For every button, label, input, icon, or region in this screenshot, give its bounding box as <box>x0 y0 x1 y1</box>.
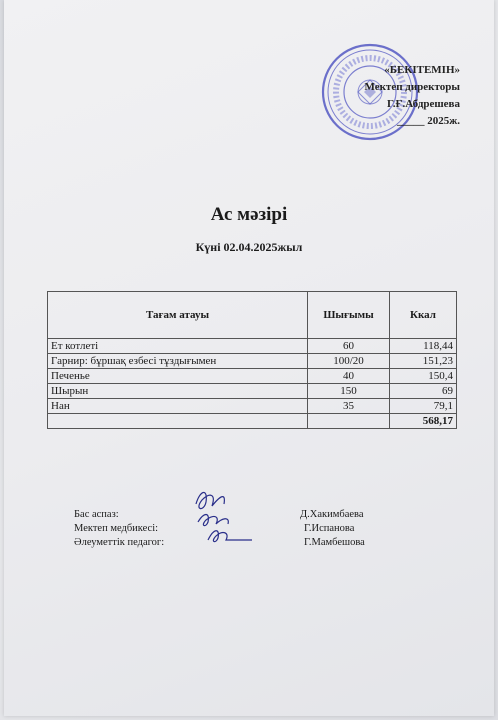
table-row <box>48 354 457 369</box>
table-row <box>48 399 457 414</box>
staff-role: Бас аспаз: <box>74 509 119 520</box>
approval-heading: «БЕКІТЕМІН» <box>384 64 460 76</box>
dish-name: Нан <box>48 399 308 414</box>
dish-kcal: 79,1 <box>390 399 457 414</box>
header-yield: Шығымы <box>308 292 390 339</box>
dish-kcal: 150,4 <box>390 369 457 384</box>
staff-name: Г.Испанова <box>304 523 355 534</box>
total-row <box>48 414 457 429</box>
table-row <box>48 384 457 399</box>
staff-role: Әлеуметтік педагог: <box>74 537 165 548</box>
approval-director-name: Г.Ғ.Абдрешева <box>386 98 460 110</box>
staff-name: Г.Мамбешова <box>304 537 365 548</box>
staff-row <box>74 536 414 550</box>
dish-kcal: 118,44 <box>390 339 457 354</box>
dish-name: Ет котлеті <box>48 339 308 354</box>
dish-yield: 35 <box>308 399 390 414</box>
dish-kcal: 151,23 <box>390 354 457 369</box>
menu-table <box>47 291 457 429</box>
table-row <box>48 339 457 354</box>
menu-date: Күні 02.04.2025жыл <box>195 240 303 254</box>
dish-yield: 40 <box>308 369 390 384</box>
staff-row <box>74 522 414 536</box>
dish-yield: 150 <box>308 384 390 399</box>
header-dish-name: Тағам атауы <box>48 292 308 339</box>
dish-name: Шырын <box>48 384 308 399</box>
staff-signature-block <box>74 508 414 550</box>
staff-role: Мектеп медбикесі: <box>74 523 159 534</box>
dish-kcal: 69 <box>390 384 457 399</box>
dish-yield: 100/20 <box>308 354 390 369</box>
table-header-row <box>48 292 457 339</box>
dish-yield: 60 <box>308 339 390 354</box>
staff-name: Д.Хакимбаева <box>300 509 364 520</box>
approval-block <box>364 62 460 130</box>
dish-name: Гарнир: бұршақ езбесі тұздығымен <box>48 354 308 369</box>
staff-row <box>74 508 414 522</box>
dish-name: Печенье <box>48 369 308 384</box>
table-row <box>48 369 457 384</box>
page-title: Ас мәзірі <box>210 204 288 225</box>
approval-date: _____ 2025ж. <box>397 115 460 127</box>
approval-position: Мектеп директоры <box>364 81 460 93</box>
total-empty-cell <box>48 414 308 429</box>
header-kcal: Ккал <box>390 292 457 339</box>
total-empty-cell <box>308 414 390 429</box>
total-kcal: 568,17 <box>390 414 457 429</box>
